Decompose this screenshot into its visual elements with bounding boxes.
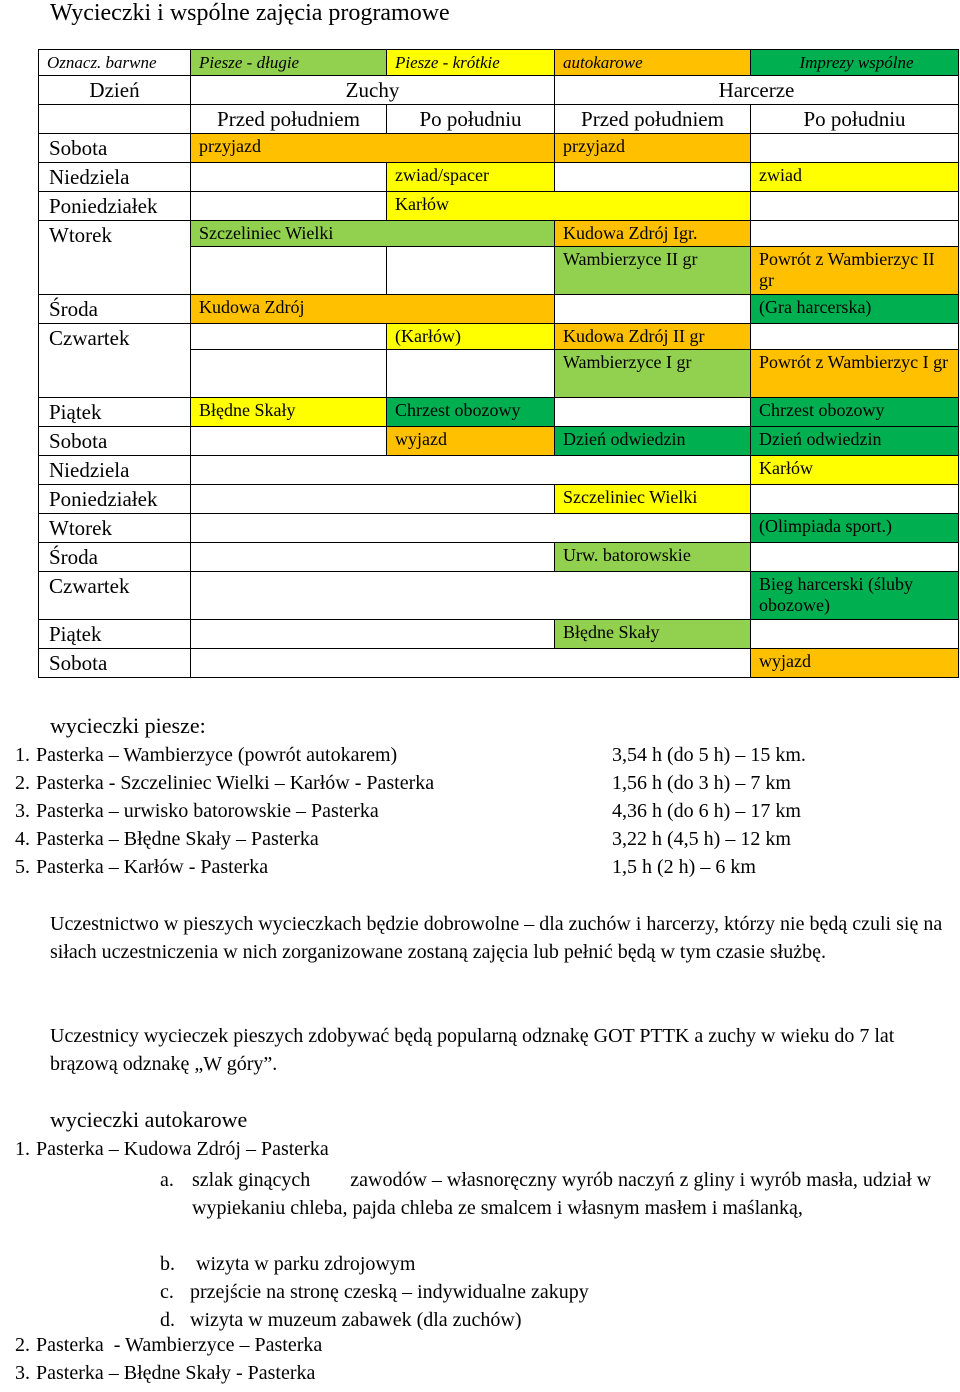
activity-cell: zwiad/spacer <box>387 163 555 192</box>
sub-letter: d. <box>160 1309 175 1331</box>
legend-row <box>39 50 959 76</box>
empty-cell <box>191 485 555 514</box>
day-cell: Środa <box>39 543 191 572</box>
day-cell: Piątek <box>39 398 191 427</box>
header-row-2 <box>39 105 959 134</box>
table-row <box>39 134 959 163</box>
table-row <box>39 572 959 620</box>
activity-cell: zwiad <box>751 163 959 192</box>
participation-paragraph: Uczestnictwo w pieszych wycieczkach będzie dobrowolne – dla zuchów i harcerzy, którzy nie będą czuli się na siłach uczestniczenia w nich zorganizowane zostaną zajęcia lub pełnić będą w tym czasie służbę. <box>50 913 943 963</box>
activity-cell: Karłów <box>751 456 959 485</box>
activity-cell: Szczeliniec Wielki <box>555 485 751 514</box>
list-number: 2. <box>15 1334 30 1356</box>
route-stats: 4,36 h (do 6 h) – 17 km <box>612 800 801 822</box>
header-harcerze-am: Przed południem <box>555 105 751 134</box>
activity-cell: wyjazd <box>751 649 959 678</box>
empty-cell <box>751 192 959 221</box>
table-row <box>39 620 959 649</box>
activity-cell: Karłów <box>387 192 751 221</box>
walking-heading: wycieczki piesze: <box>50 713 206 738</box>
empty-cell <box>751 543 959 572</box>
day-cell: Czwartek <box>39 324 191 398</box>
day-cell: Sobota <box>39 427 191 456</box>
table-row <box>39 485 959 514</box>
sub-item: przejście na stronę czeską – indywidualne zakupy <box>190 1281 589 1303</box>
day-cell: Wtorek <box>39 514 191 543</box>
empty-cell <box>751 134 959 163</box>
header-harcerze: Harcerze <box>555 76 959 105</box>
day-cell: Sobota <box>39 134 191 163</box>
empty-cell <box>555 295 751 324</box>
activity-cell: (Olimpiada sport.) <box>751 514 959 543</box>
activity-cell: (Gra harcerska) <box>751 295 959 324</box>
day-cell: Niedziela <box>39 163 191 192</box>
route-stats: 3,54 h (do 5 h) – 15 km. <box>612 744 806 766</box>
day-cell: Niedziela <box>39 456 191 485</box>
activity-cell: Błędne Skały <box>555 620 751 649</box>
activity-cell: Kudowa Zdrój <box>191 295 555 324</box>
activity-cell: Powrót z Wambierzyc I gr <box>751 350 959 398</box>
sub-letter: a. <box>160 1169 174 1191</box>
activity-cell: Szczeliniec Wielki <box>191 221 555 247</box>
empty-cell <box>555 398 751 427</box>
day-cell: Poniedziałek <box>39 192 191 221</box>
day-cell: Piątek <box>39 620 191 649</box>
table-row <box>39 221 959 247</box>
schedule-table <box>38 49 959 678</box>
activity-cell: Kudowa Zdrój II gr <box>555 324 751 350</box>
route-text: Pasterka – Wambierzyce (powrót autokarem) <box>36 744 398 766</box>
day-cell: Sobota <box>39 649 191 678</box>
empty-cell <box>751 324 959 350</box>
empty-cell <box>191 350 387 398</box>
activity-cell: przyjazd <box>191 134 555 163</box>
table-row <box>39 324 959 350</box>
list-number: 1. <box>15 1138 30 1160</box>
route-text: Pasterka - Szczeliniec Wielki – Karłów - Pasterka <box>36 772 435 794</box>
route-stats: 1,56 h (do 3 h) – 7 km <box>612 772 791 794</box>
table-row <box>39 398 959 427</box>
legend-joint: Imprezy wspólne <box>751 50 959 76</box>
empty-cell <box>191 620 555 649</box>
empty-cell <box>555 163 751 192</box>
empty-cell <box>191 427 387 456</box>
route-text: Pasterka – urwisko batorowskie – Pasterka <box>36 800 379 822</box>
activity-cell: Dzień odwiedzin <box>751 427 959 456</box>
empty-cell <box>751 221 959 247</box>
empty-cell <box>191 192 387 221</box>
empty-cell <box>387 350 555 398</box>
header-row-1 <box>39 76 959 105</box>
table-row <box>39 514 959 543</box>
table-row <box>39 427 959 456</box>
activity-cell: przyjazd <box>555 134 751 163</box>
table-row <box>39 163 959 192</box>
day-cell: Poniedziałek <box>39 485 191 514</box>
route-text: Pasterka - Wambierzyce – Pasterka <box>36 1334 323 1356</box>
legend-short-walk: Piesze - krótkie <box>387 50 555 76</box>
legend-bus: autokarowe <box>555 50 751 76</box>
badge-paragraph: Uczestnicy wycieczek pieszych zdobywać będą popularną odznakę GOT PTTK a zuchy w wieku do 7 lat brązową odznakę „W góry”. <box>50 1025 895 1075</box>
empty-cell <box>191 247 387 295</box>
bus-heading: wycieczki autokarowe <box>50 1107 248 1132</box>
empty-cell <box>751 620 959 649</box>
list-number: 1. <box>15 744 30 766</box>
list-number: 3. <box>15 800 30 822</box>
header-zuchy-am: Przed południem <box>191 105 387 134</box>
legend-long-walk: Piesze - długie <box>191 50 387 76</box>
table-row <box>39 295 959 324</box>
page-title: Wycieczki i wspólne zajęcia programowe <box>50 0 450 26</box>
activity-cell: (Karłów) <box>387 324 555 350</box>
table-row <box>39 543 959 572</box>
list-number: 2. <box>15 772 30 794</box>
activity-cell: Wambierzyce I gr <box>555 350 751 398</box>
activity-cell: Powrót z Wambierzyc II gr <box>751 247 959 295</box>
empty-cell <box>191 324 387 350</box>
day-cell: Środa <box>39 295 191 324</box>
empty-cell <box>191 543 555 572</box>
empty-cell <box>191 514 751 543</box>
empty-cell <box>751 485 959 514</box>
route-text: Pasterka – Kudowa Zdrój – Pasterka <box>36 1138 329 1160</box>
list-number: 4. <box>15 828 30 850</box>
sub-item: wizyta w parku zdrojowym <box>196 1253 416 1275</box>
table-row <box>39 192 959 221</box>
activity-cell: Kudowa Zdrój Igr. <box>555 221 751 247</box>
empty-cell <box>191 649 751 678</box>
activity-cell: wyjazd <box>387 427 555 456</box>
list-number: 3. <box>15 1362 30 1384</box>
route-stats: 3,22 h (4,5 h) – 12 km <box>612 828 791 850</box>
activity-cell: Wambierzyce II gr <box>555 247 751 295</box>
route-text: Pasterka – Karłów - Pasterka <box>36 856 269 878</box>
table-row <box>39 456 959 485</box>
empty-cell <box>191 456 751 485</box>
sub-letter: b. <box>160 1253 175 1275</box>
route-stats: 1,5 h (2 h) – 6 km <box>612 856 756 878</box>
activity-cell: Dzień odwiedzin <box>555 427 751 456</box>
activity-cell: Błędne Skały <box>191 398 387 427</box>
list-number: 5. <box>15 856 30 878</box>
header-zuchy-pm: Po południu <box>387 105 555 134</box>
activity-cell: Chrzest obozowy <box>387 398 555 427</box>
activity-cell: Bieg harcerski (śluby obozowe) <box>751 572 959 620</box>
sub-item: szlak ginących zawodów – własnoręczny wyrób naczyń z gliny i wyrób masła, udział w wypiekaniu chleba, pajda chleba ze smalcem i własnym masłem i maślanką, <box>192 1169 937 1219</box>
route-text: Pasterka – Błędne Skały – Pasterka <box>36 828 319 850</box>
table-row <box>39 649 959 678</box>
empty-cell <box>387 247 555 295</box>
empty-cell <box>191 572 751 620</box>
header-zuchy: Zuchy <box>191 76 555 105</box>
day-cell: Wtorek <box>39 221 191 295</box>
header-harcerze-pm: Po południu <box>751 105 959 134</box>
sub-letter: c. <box>160 1281 174 1303</box>
activity-cell: Chrzest obozowy <box>751 398 959 427</box>
empty-cell <box>191 163 387 192</box>
sub-item: wizyta w muzeum zabawek (dla zuchów) <box>190 1309 522 1331</box>
day-cell: Czwartek <box>39 572 191 620</box>
route-text: Pasterka – Błędne Skały - Pasterka <box>36 1362 316 1384</box>
header-empty <box>39 105 191 134</box>
legend-label: Oznacz. barwne <box>39 50 191 76</box>
header-day: Dzień <box>39 76 191 105</box>
activity-cell: Urw. batorowskie <box>555 543 751 572</box>
